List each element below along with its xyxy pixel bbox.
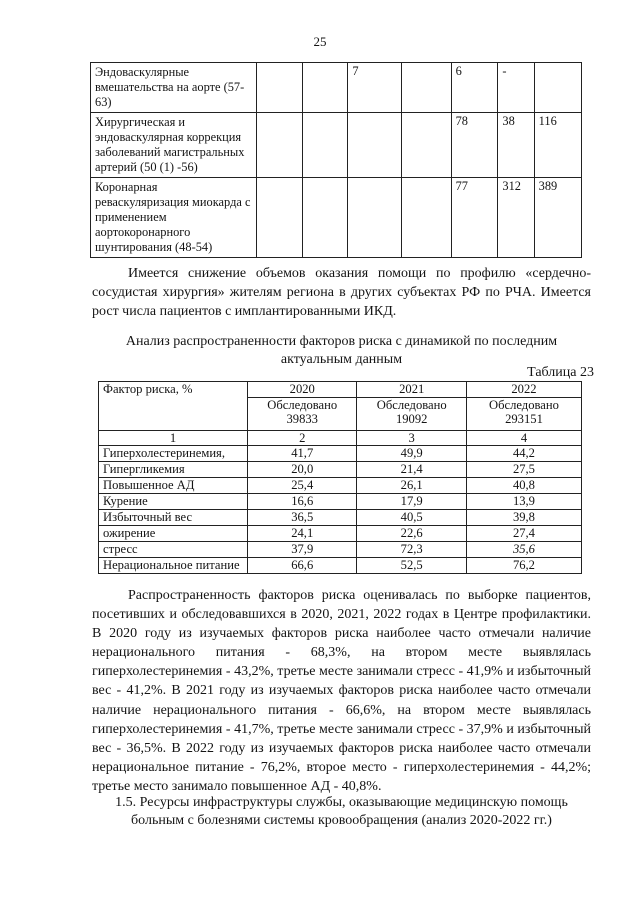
- table-cell: 7: [348, 63, 402, 113]
- examined-count: Обследовано 293151: [466, 397, 581, 430]
- risk-factors-table: [98, 381, 582, 574]
- value-2020: 24,1: [248, 526, 357, 542]
- value-2021: 52,5: [357, 558, 466, 574]
- value-2022: 35,6: [466, 542, 581, 558]
- table-row: [91, 63, 582, 113]
- table-title: Анализ распространенности факторов риска с динамикой по последним актуальным данным: [125, 334, 558, 367]
- column-number: 4: [466, 430, 581, 446]
- table-cell: 312: [498, 178, 534, 258]
- year-header: 2021: [357, 382, 466, 398]
- value-2020: 25,4: [248, 478, 357, 494]
- table-cell: [302, 178, 348, 258]
- column-number: 2: [248, 430, 357, 446]
- table-cell: 77: [451, 178, 498, 258]
- value-2020: 37,9: [248, 542, 357, 558]
- table-cell: [256, 63, 302, 113]
- column-number: 1: [99, 430, 248, 446]
- table-cell: 389: [534, 178, 581, 258]
- risk-factor: Повышенное АД: [99, 478, 248, 494]
- table-row: [91, 113, 582, 178]
- table-cell: 6: [451, 63, 498, 113]
- table-cell: [256, 178, 302, 258]
- table-row: [99, 446, 582, 462]
- risk-factor: ожирение: [99, 526, 248, 542]
- table-cell: [302, 63, 348, 113]
- column-number-row: [99, 430, 582, 446]
- table-row: [99, 558, 582, 574]
- table-cell: [534, 63, 581, 113]
- factor-header: Фактор риска, %: [99, 382, 248, 431]
- procedure-name: Коронарная реваскуляризация миокарда с применением аортокоронарного шунтирования (48-54): [91, 178, 257, 258]
- value-2020: 66,6: [248, 558, 357, 574]
- table-row: [99, 510, 582, 526]
- risk-factor: стресс: [99, 542, 248, 558]
- paragraph-surgery-volumes: Имеется снижение объемов оказания помощи по профилю «сердечно-сосудистая хирургия» жителям региона в других субъектах РФ по РЧА. Имеется рост числа пациентов с имплантированными ИКД.: [92, 266, 591, 319]
- year-header: 2022: [466, 382, 581, 398]
- table-row: [91, 178, 582, 258]
- value-2022: 27,5: [466, 462, 581, 478]
- risk-factor: Избыточный вес: [99, 510, 248, 526]
- table-number: Таблица 23: [527, 365, 594, 380]
- risk-factor: Курение: [99, 494, 248, 510]
- risk-factor: Гипергликемия: [99, 462, 248, 478]
- value-2021: 22,6: [357, 526, 466, 542]
- value-2021: 40,5: [357, 510, 466, 526]
- value-2020: 16,6: [248, 494, 357, 510]
- table-cell: -: [498, 63, 534, 113]
- table-row: [99, 542, 582, 558]
- table-cell: 38: [498, 113, 534, 178]
- value-2021: 72,3: [357, 542, 466, 558]
- value-2021: 26,1: [357, 478, 466, 494]
- value-2022: 13,9: [466, 494, 581, 510]
- value-2020: 20,0: [248, 462, 357, 478]
- examined-count: Обследовано 39833: [248, 397, 357, 430]
- section-heading: 1.5. Ресурсы инфраструктуры службы, оказывающие медицинскую помощь больным с болезнями системы кровообращения (анализ 2020-2022 гг.): [115, 795, 568, 828]
- table-cell: [256, 113, 302, 178]
- value-2021: 49,9: [357, 446, 466, 462]
- value-2022: 27,4: [466, 526, 581, 542]
- procedure-name: Эндоваскулярные вмешательства на аорте (57-63): [91, 63, 257, 113]
- table-cell: [402, 113, 452, 178]
- table-cell: [348, 178, 402, 258]
- table-row: [99, 526, 582, 542]
- page-number: 25: [313, 34, 327, 49]
- paragraph-risk-analysis: Распространенность факторов риска оценивалась по выборке пациентов, посетивших и обследовавшихся в 2020, 2021, 2022 годах в Центре профилактики. В 2020 году из изучаемых факторов риска наиболее часто отмечали наличие нерационального питания - 68,3%, на втором месте выявлялась гиперхолестеринемия - 43,2%, третье месте занимали стресс - 41,9% и избыточный вес - 41,2%. В 2021 году из изучаемых факторов риска наиболее часто отмечали наличие нерационального питания - 66,6%, на втором месте выявлялась гиперхолестеринемия - 41,7%, третье месте занимали стресс - 37,9% и избыточный вес - 36,5%. В 2022 году из изучаемых факторов риска наиболее часто отмечали нерациональное питание - 76,2%, второе место - гиперхолестеринемия - 44,2%; третье место занимало повышенное АД - 40,8%.: [92, 588, 591, 794]
- column-number: 3: [357, 430, 466, 446]
- table-row: [99, 462, 582, 478]
- value-2022: 44,2: [466, 446, 581, 462]
- value-2021: 21,4: [357, 462, 466, 478]
- value-2022: 76,2: [466, 558, 581, 574]
- year-header: 2020: [248, 382, 357, 398]
- table-cell: [302, 113, 348, 178]
- table-row: [99, 478, 582, 494]
- procedure-name: Хирургическая и эндоваскулярная коррекция заболеваний магистральных артерий (50 (1) -56): [91, 113, 257, 178]
- table-cell: [402, 178, 452, 258]
- risk-factor: Нерациональное питание: [99, 558, 248, 574]
- examined-count: Обследовано 19092: [357, 397, 466, 430]
- table-cell: 116: [534, 113, 581, 178]
- table-cell: [348, 113, 402, 178]
- value-2020: 36,5: [248, 510, 357, 526]
- table-cell: 78: [451, 113, 498, 178]
- value-2020: 41,7: [248, 446, 357, 462]
- risk-factor: Гиперхолестеринемия,: [99, 446, 248, 462]
- value-2021: 17,9: [357, 494, 466, 510]
- value-2022: 39,8: [466, 510, 581, 526]
- table-cell: [402, 63, 452, 113]
- value-2022: 40,8: [466, 478, 581, 494]
- resource-table-continued: [90, 62, 582, 258]
- table-row: [99, 494, 582, 510]
- table-header-row: [99, 382, 582, 398]
